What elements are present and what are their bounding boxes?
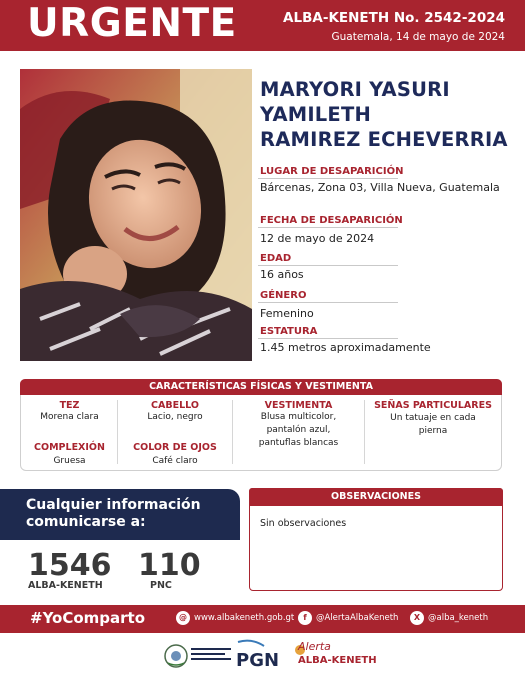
marks-label: SEÑAS PARTICULARES xyxy=(374,400,492,411)
disappearance-date-label: FECHA DE DESAPARICIÓN xyxy=(260,215,403,226)
divider xyxy=(258,227,398,228)
gender-value: Femenino xyxy=(260,307,314,320)
divider xyxy=(258,302,398,303)
web-icon: @ xyxy=(176,611,190,625)
facebook-text: @AlertaAlbaKeneth xyxy=(316,613,399,623)
website-link[interactable] xyxy=(176,611,294,625)
disappearance-place-label: LUGAR DE DESAPARICIÓN xyxy=(260,166,404,177)
marks-line-1: Un tatuaje en cada xyxy=(390,413,476,423)
svg-text:Alerta: Alerta xyxy=(298,640,331,653)
divider xyxy=(258,178,398,179)
x-icon: X xyxy=(410,611,424,625)
divider xyxy=(258,265,398,266)
age-value: 16 años xyxy=(260,268,304,281)
hair-label: CABELLO xyxy=(151,400,199,411)
eye-color-value: Café claro xyxy=(152,456,198,466)
phone-label-pnc: PNC xyxy=(150,580,172,591)
contact-line-1: Cualquier información xyxy=(26,497,201,513)
hashtag: #YoComparto xyxy=(30,609,146,627)
marks-value xyxy=(365,412,501,438)
facebook-link[interactable] xyxy=(298,611,398,625)
build-label: COMPLEXIÓN xyxy=(34,442,105,453)
urgent-title: URGENTE xyxy=(27,1,237,46)
clothing-line-1: Blusa multicolor, xyxy=(260,412,337,422)
phone-number-pnc[interactable]: 110 xyxy=(138,548,201,583)
height-label: ESTATURA xyxy=(260,326,318,337)
alerta-alba-keneth-logo xyxy=(295,640,377,666)
pgn-logo xyxy=(236,641,279,671)
footer-bar xyxy=(0,605,525,633)
clothing-value xyxy=(233,411,364,450)
twitter-link[interactable] xyxy=(410,611,488,625)
gender-label: GÉNERO xyxy=(260,290,307,301)
clothing-label: VESTIMENTA xyxy=(264,400,333,411)
name-line-2: YAMILETH xyxy=(260,103,371,126)
phone-label-alba-keneth: ALBA-KENETH xyxy=(28,580,103,591)
svg-text:PGN: PGN xyxy=(236,650,280,671)
twitter-text: @alba_keneth xyxy=(428,613,489,623)
skin-label: TEZ xyxy=(59,400,80,411)
facebook-icon: f xyxy=(298,611,312,625)
clothing-line-2: pantalón azul, xyxy=(266,425,331,435)
name-line-1: MARYORI YASURI xyxy=(260,78,450,101)
observations-text: Sin observaciones xyxy=(260,518,347,529)
disappearance-date-value: 12 de mayo de 2024 xyxy=(260,232,375,245)
svg-text:ALBA-KENETH: ALBA-KENETH xyxy=(298,655,377,666)
contact-banner xyxy=(0,489,240,540)
skin-value: Morena clara xyxy=(40,412,99,422)
clothing-line-3: pantuflas blancas xyxy=(258,438,339,448)
missing-person-photo xyxy=(20,69,252,361)
website-text: www.albakeneth.gob.gt xyxy=(194,613,295,623)
phone-number-alba-keneth[interactable]: 1546 xyxy=(28,548,112,583)
logos-row xyxy=(0,636,525,679)
case-number: ALBA-KENETH No. 2542-2024 xyxy=(283,10,505,26)
contact-line-2: comunicarse a: xyxy=(26,514,146,530)
marks-line-2: pierna xyxy=(418,426,448,436)
height-value: 1.45 metros aproximadamente xyxy=(260,341,431,354)
institution-logos xyxy=(0,636,525,679)
location-date: Guatemala, 14 de mayo de 2024 xyxy=(331,31,505,43)
guatemala-seal-icon xyxy=(165,645,231,667)
observations-title: OBSERVACIONES xyxy=(249,488,503,506)
eye-color-label: COLOR DE OJOS xyxy=(133,442,217,453)
header-banner xyxy=(0,0,525,51)
hair-value: Lacio, negro xyxy=(147,412,203,422)
contact-text xyxy=(26,497,201,531)
name-line-3: RAMIREZ ECHEVERRIA xyxy=(260,128,508,151)
disappearance-place-value: Bárcenas, Zona 03, Villa Nueva, Guatemala xyxy=(260,181,500,194)
characteristics-title: CARACTERÍSTICAS FÍSICAS Y VESTIMENTA xyxy=(20,379,502,395)
age-label: EDAD xyxy=(260,253,292,264)
build-value: Gruesa xyxy=(53,456,86,466)
divider xyxy=(258,338,398,339)
person-name xyxy=(260,77,522,152)
